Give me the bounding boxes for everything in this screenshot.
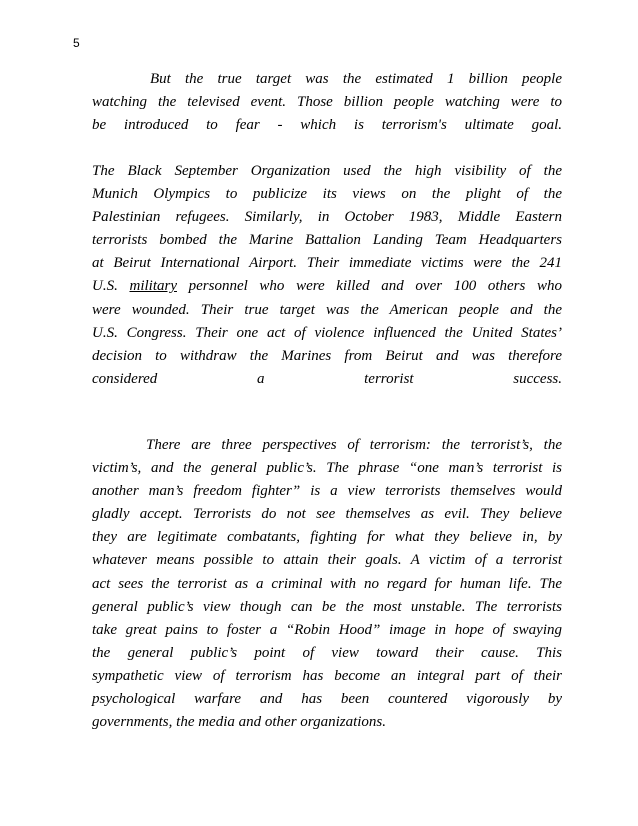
text-line: another man’s freedom fighter” is a view terrorists themselves would xyxy=(92,483,562,500)
text-line: whatever means possible to attain their goals. A victim of a terrorist xyxy=(92,552,562,569)
text-fragment: personnel who were killed and over 100 others who xyxy=(188,278,562,295)
text-line: the general public’s point of view toward their cause. This xyxy=(92,644,562,661)
paragraph-3 xyxy=(92,434,562,734)
text-line xyxy=(92,434,562,457)
text-line: they are legitimate combatants, fighting for what they believe in, by xyxy=(92,529,562,546)
page-number: 5 xyxy=(73,36,80,50)
text-line: terrorists bombed the Marine Battalion Landing Team Headquarters xyxy=(92,232,562,249)
text-line-content: But the true target was the estimated 1 billion people xyxy=(150,71,562,87)
text-line: Palestinian refugees. Similarly, in October 1983, Middle Eastern xyxy=(92,209,562,226)
text-fragment: U.S. xyxy=(92,278,118,295)
text-line: The Black September Organization used the high visibility of the xyxy=(92,163,562,179)
text-line: were wounded. Their true target was the American people and the xyxy=(92,301,562,318)
text-line: governments, the media and other organizations. xyxy=(92,714,387,731)
text-line xyxy=(92,275,562,298)
text-line: U.S. Congress. Their one act of violence influenced the United States’ xyxy=(92,324,562,341)
text-line: psychological warfare and has been countered vigorously by xyxy=(92,691,562,708)
text-line: sympathetic view of terrorism has become an integral part of their xyxy=(92,667,562,684)
text-line: be introduced to fear - which is terrorism's ultimate goal. xyxy=(92,117,562,134)
paragraph-1 xyxy=(92,68,562,137)
text-line: at Beirut International Airport. Their immediate victims were the 241 xyxy=(92,255,562,272)
text-line: general public’s view though can be the most unstable. The terrorists xyxy=(92,598,562,615)
text-line: decision to withdraw the Marines from Beirut and was therefore xyxy=(92,347,562,364)
text-line: watching the televised event. Those billion people watching were to xyxy=(92,94,562,111)
text-line: considered a terrorist success. xyxy=(92,370,562,387)
text-line: take great pains to foster a “Robin Hood” image in hope of swaying xyxy=(92,621,562,638)
text-line: act sees the terrorist as a criminal with no regard for human life. The xyxy=(92,575,562,592)
text-line-content: There are three perspectives of terrorism: the terrorist’s, the xyxy=(146,437,562,453)
text-line: Munich Olympics to publicize its views on the plight of the xyxy=(92,186,562,203)
text-line: gladly accept. Terrorists do not see themselves as evil. They believe xyxy=(92,506,562,523)
military-link[interactable]: military xyxy=(129,278,177,295)
text-line xyxy=(92,68,562,91)
paragraph-2 xyxy=(92,160,562,391)
text-line: victim’s, and the general public’s. The phrase “one man’s terrorist is xyxy=(92,460,562,477)
